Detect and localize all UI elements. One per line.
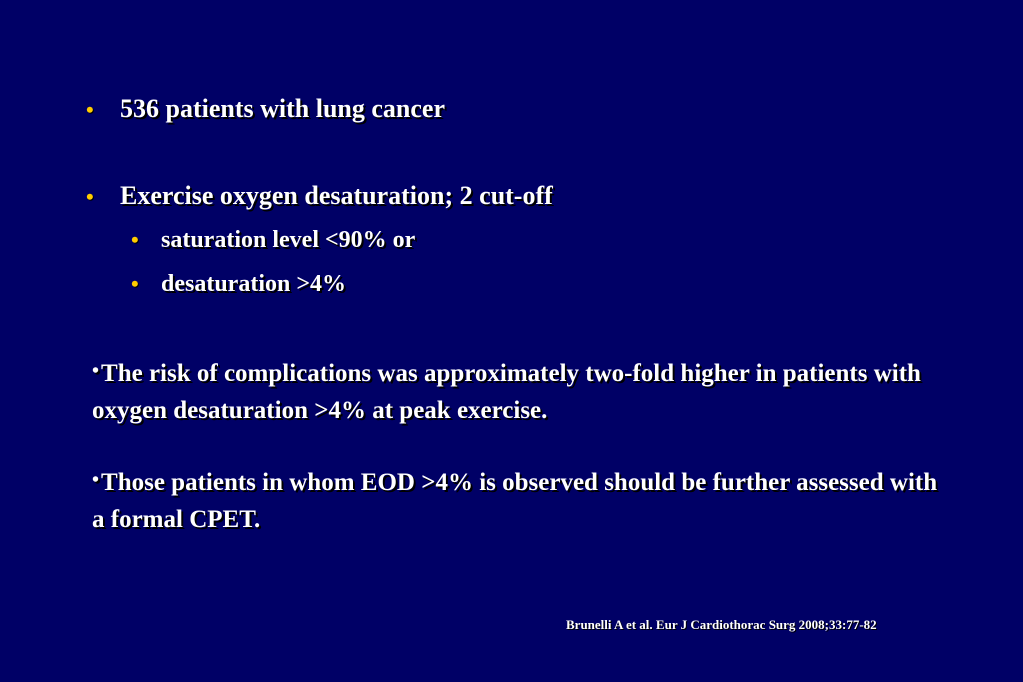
sub-bullet-text: saturation level <90% or xyxy=(161,227,416,253)
citation: Brunelli A et al. Eur J Cardiothorac Surg 2008;33:77-82 xyxy=(566,617,877,632)
paragraph-text: The risk of complications was approximately two-fold higher in patients with oxygen desaturation >4% at peak exercise. xyxy=(92,360,921,424)
bullet-point-icon: • xyxy=(92,360,100,382)
bullet-point-icon: • xyxy=(86,184,94,209)
sub-bullet-item-desaturation xyxy=(131,271,346,298)
bullet-point-icon: • xyxy=(92,469,100,491)
bullet-point-icon: • xyxy=(131,271,139,296)
bullet-item-patients xyxy=(86,94,445,124)
sub-bullet-text: desaturation >4% xyxy=(161,271,347,297)
finding-paragraph-risk xyxy=(92,353,952,429)
sub-bullet-item-saturation xyxy=(131,227,415,254)
bullet-item-desaturation xyxy=(86,181,553,211)
bullet-point-icon: • xyxy=(131,227,139,252)
finding-paragraph-cpet xyxy=(92,462,952,538)
bullet-text: 536 patients with lung cancer xyxy=(120,94,445,123)
bullet-text: Exercise oxygen desaturation; 2 cut-off xyxy=(120,181,553,210)
paragraph-text: Those patients in whom EOD >4% is observed should be further assessed with a formal CPET. xyxy=(92,469,938,533)
bullet-point-icon: • xyxy=(86,97,94,122)
